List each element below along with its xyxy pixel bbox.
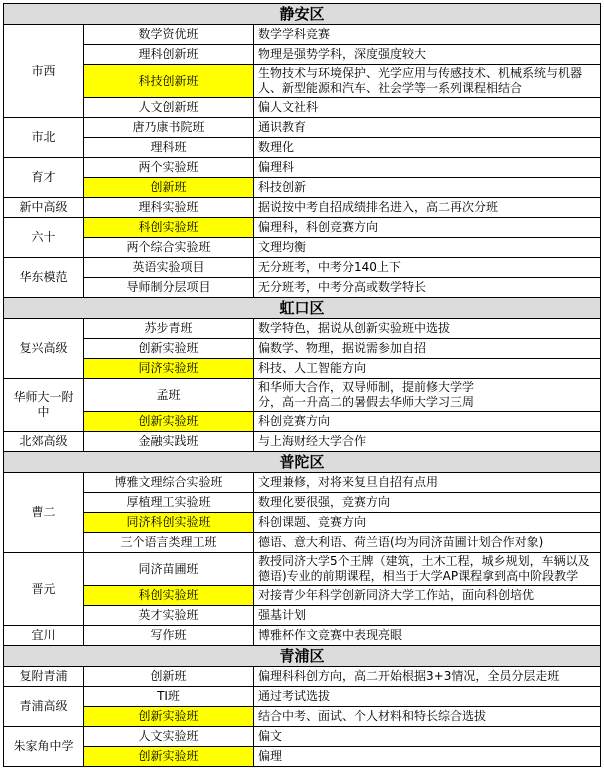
class-description: 物理是强势学科，深度强度较大 [254, 45, 601, 65]
school-name: 复兴高级 [4, 319, 84, 379]
table-row [4, 747, 601, 767]
table-row [4, 513, 601, 533]
table-row [4, 25, 601, 45]
district-name: 静安区 [4, 4, 601, 25]
table-row [4, 586, 601, 606]
table-row [4, 473, 601, 493]
class-description: 通识教育 [254, 118, 601, 138]
class-description: 科技创新 [254, 178, 601, 198]
table-row [4, 707, 601, 727]
class-description: 数学特色，据说从创新实验班中选拔 [254, 319, 601, 339]
class-description: 数理化要很强，竞赛方向 [254, 493, 601, 513]
class-description: 教授同济大学5个王牌（建筑，土木工程，城乡规划，车辆以及 德语)专业的前期课程，相当于大学AP课程拿到高中阶段教学 [254, 553, 601, 586]
class-name: 金融实践班 [84, 432, 254, 452]
table-row [4, 359, 601, 379]
class-description: 无分班考，中考分高或数学特长 [254, 278, 601, 298]
class-name: 英语实验项目 [84, 258, 254, 278]
table-row [4, 432, 601, 452]
class-name: 同济苗圃班 [84, 553, 254, 586]
school-name: 市北 [4, 118, 84, 158]
class-name: 导师制分层项目 [84, 278, 254, 298]
table-row [4, 238, 601, 258]
table-row [4, 178, 601, 198]
table-body [4, 4, 601, 767]
school-name: 北郊高级 [4, 432, 84, 452]
class-description: 偏理科 [254, 158, 601, 178]
school-name: 六十 [4, 218, 84, 258]
class-name: 理科创新班 [84, 45, 254, 65]
class-description: 文理均衡 [254, 238, 601, 258]
table-row [4, 412, 601, 432]
table-row [4, 606, 601, 626]
table-row [4, 493, 601, 513]
class-name: 创新实验班 [84, 747, 254, 767]
class-description: 强基计划 [254, 606, 601, 626]
school-name: 朱家角中学 [4, 727, 84, 767]
table-row [4, 667, 601, 687]
class-description: 博雅杯作文竞赛中表现亮眼 [254, 626, 601, 646]
table-row [4, 727, 601, 747]
class-description: 无分班考，中考分140上下 [254, 258, 601, 278]
table-row [4, 45, 601, 65]
class-name: 创新班 [84, 667, 254, 687]
table-row [4, 218, 601, 238]
table-row [4, 65, 601, 98]
class-description: 数学学科竞赛 [254, 25, 601, 45]
class-name: 英才实验班 [84, 606, 254, 626]
district-header [4, 298, 601, 319]
district-name: 青浦区 [4, 646, 601, 667]
class-description: 生物技术与环境保护、光学应用与传感技术、机械系统与机器 人、新型能源和汽车、社会学等一系列课程相结合 [254, 65, 601, 98]
class-name: 创新班 [84, 178, 254, 198]
table-row [4, 687, 601, 707]
class-name: 唐乃康书院班 [84, 118, 254, 138]
district-header [4, 452, 601, 473]
class-name: 两个实验班 [84, 158, 254, 178]
class-name: 科创实验班 [84, 586, 254, 606]
school-name: 华东模范 [4, 258, 84, 298]
class-description: 科技、人工智能方向 [254, 359, 601, 379]
class-description: 科创竞赛方向 [254, 412, 601, 432]
class-description: 数理化 [254, 138, 601, 158]
class-description: 偏文 [254, 727, 601, 747]
class-description: 偏理科科创方向，高二开始根据3+3情况，全员分层走班 [254, 667, 601, 687]
class-name: 数学资优班 [84, 25, 254, 45]
class-name: 同济实验班 [84, 359, 254, 379]
table-row [4, 379, 601, 412]
table-row [4, 98, 601, 118]
class-name: 科创实验班 [84, 218, 254, 238]
class-description: 偏理 [254, 747, 601, 767]
table-row [4, 138, 601, 158]
class-description: 对接青少年科学创新同济大学工作站，面向科创培优 [254, 586, 601, 606]
class-name: 厚植理工实验班 [84, 493, 254, 513]
table-row [4, 258, 601, 278]
class-description: 偏数学、物理，据说需参加自招 [254, 339, 601, 359]
school-name: 华师大一附中 [4, 379, 84, 432]
school-name: 市西 [4, 25, 84, 118]
class-name: 写作班 [84, 626, 254, 646]
school-class-table [3, 3, 601, 767]
table-row [4, 339, 601, 359]
class-description: 据说按中考自招成绩排名进入，高二再次分班 [254, 198, 601, 218]
class-name: TI班 [84, 687, 254, 707]
district-header [4, 4, 601, 25]
class-description: 偏人文社科 [254, 98, 601, 118]
table-row [4, 533, 601, 553]
class-name: 创新实验班 [84, 412, 254, 432]
class-name: 人文创新班 [84, 98, 254, 118]
school-name: 曹二 [4, 473, 84, 553]
school-name: 复附青浦 [4, 667, 84, 687]
class-description: 科创课题、竞赛方向 [254, 513, 601, 533]
class-description: 结合中考、面试、个人材料和特长综合选拔 [254, 707, 601, 727]
district-name: 虹口区 [4, 298, 601, 319]
class-name: 人文实验班 [84, 727, 254, 747]
class-name: 博雅文理综合实验班 [84, 473, 254, 493]
school-name: 新中高级 [4, 198, 84, 218]
class-description: 与上海财经大学合作 [254, 432, 601, 452]
class-name: 孟班 [84, 379, 254, 412]
class-description: 偏理科，科创竞赛方向 [254, 218, 601, 238]
class-description: 文理兼修，对将来复旦自招有点用 [254, 473, 601, 493]
table-row [4, 158, 601, 178]
table-row [4, 319, 601, 339]
school-name: 育才 [4, 158, 84, 198]
class-description: 德语、意大利语、荷兰语(均为同济苗圃计划合作对象) [254, 533, 601, 553]
class-name: 同济科创实验班 [84, 513, 254, 533]
class-name: 理科实验班 [84, 198, 254, 218]
class-name: 苏步青班 [84, 319, 254, 339]
class-name: 创新实验班 [84, 707, 254, 727]
class-description: 通过考试选拔 [254, 687, 601, 707]
district-name: 普陀区 [4, 452, 601, 473]
class-description: 和华师大合作，双导师制，提前修大学学 分，高一升高二的暑假去华师大学习三周 [254, 379, 601, 412]
school-name: 宜川 [4, 626, 84, 646]
class-name: 三个语言类理工班 [84, 533, 254, 553]
table-row [4, 198, 601, 218]
table-row [4, 553, 601, 586]
table-row [4, 118, 601, 138]
class-name: 科技创新班 [84, 65, 254, 98]
class-name: 两个综合实验班 [84, 238, 254, 258]
school-name: 青浦高级 [4, 687, 84, 727]
table-row [4, 626, 601, 646]
class-name: 理科班 [84, 138, 254, 158]
district-header [4, 646, 601, 667]
table-row [4, 278, 601, 298]
class-name: 创新实验班 [84, 339, 254, 359]
school-name: 晋元 [4, 553, 84, 626]
